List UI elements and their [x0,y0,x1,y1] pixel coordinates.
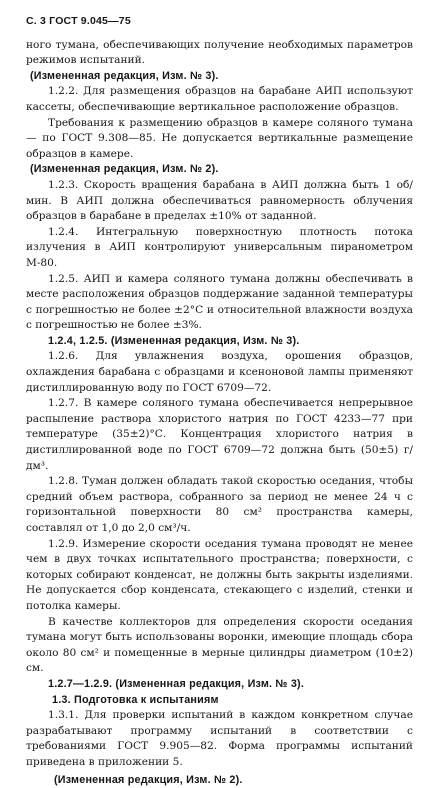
clause-1-2-6: 1.2.6. Для увлажнения воздуха, орошения образцов, охлаждения барабана с образцами и ксеноновой лампы применяют дистиллированную воду по ГОСТ 6709—72. [26,349,413,396]
clause-1-2-7: 1.2.7. В камере соляного тумана обеспечивается непрерывное распыление раствора хлористого натрия по ГОСТ 4233—77 при температуре (35±2)°С. Концентрация хлористого натрия в дистиллированной воде по ГОСТ 6709—72 должна быть (50±5) г/дм³. [26,396,413,474]
clause-1-2-3: 1.2.3. Скорость вращения барабана в АИП должна быть 1 об/мин. В АИП должна обеспечиваться равномерность облучения образцов в барабане в пределах ±10% от заданной. [26,178,413,225]
collectors-paragraph: В качестве коллекторов для определения скорости оседания тумана могут быть использованы воронки, имеющие площадь сбора около 80 см² и помещенные в мерные цилиндры диаметром (10±2) см. [26,615,413,677]
section-heading-1-3: 1.3. Подготовка к испытаниям [26,693,413,709]
amendment-note: (Измененная редакция, Изм. № 2). [26,162,413,178]
clause-1-2-2: 1.2.2. Для размещения образцов на барабане АИП используют кассеты, обеспечивающие вертикальное расположение образцов. [26,84,413,115]
clause-1-2-5: 1.2.5. АИП и камера соляного тумана должны обеспечивать в месте расположения образцов поддержание заданной температуры с погрешностью не более ±2°С и относительной влажности воздуха с погрешностью не более ±3%. [26,272,413,334]
clause-1-2-4: 1.2.4. Интегральную поверхностную плотность потока излучения в АИП контролируют универсальным пиранометром М-80. [26,225,413,272]
placement-requirements: Требования к размещению образцов в камере соляного тумана — по ГОСТ 9.308—85. Не допускается вертикальные размещение образцов в камере. [26,116,413,163]
clause-1-2-8: 1.2.8. Туман должен обладать такой скоростью оседания, чтобы средний объем раствора, собранного за период не менее 24 ч с горизонтальной поверхности 80 см² пространства камеры, составлял от 1,0 до 2,0 см³/ч. [26,474,413,536]
clause-1-3-1: 1.3.1. Для проверки испытаний в каждом конкретном случае разрабатывают программу испытаний в соответствии с требованиями ГОСТ 9.905—82. Форма программы испытаний приведена в приложении 5. [26,708,413,770]
amendment-note: 1.2.4, 1.2.5. (Измененная редакция, Изм. № 3). [26,334,413,350]
paragraph-continuation: ного тумана, обеспечивающих получение необходимых параметров режимов испытаний. [26,38,413,69]
amendment-note: (Измененная редакция, Изм. № 2). [26,773,413,788]
clause-1-2-9: 1.2.9. Измерение скорости оседания тумана проводят не менее чем в двух точках испытательного пространства; поверхности, с которых собирают конденсат, не должны быть закрыты изделиями. Не допускается сбор конденсата, стекающего с изделий, стенки и потолка камеры. [26,537,413,615]
page-header: С. 3 ГОСТ 9.045—75 [26,14,413,30]
amendment-note: (Измененная редакция, Изм. № 3). [26,69,413,85]
amendment-note: 1.2.7—1.2.9. (Измененная редакция, Изм. № 3). [26,677,413,693]
